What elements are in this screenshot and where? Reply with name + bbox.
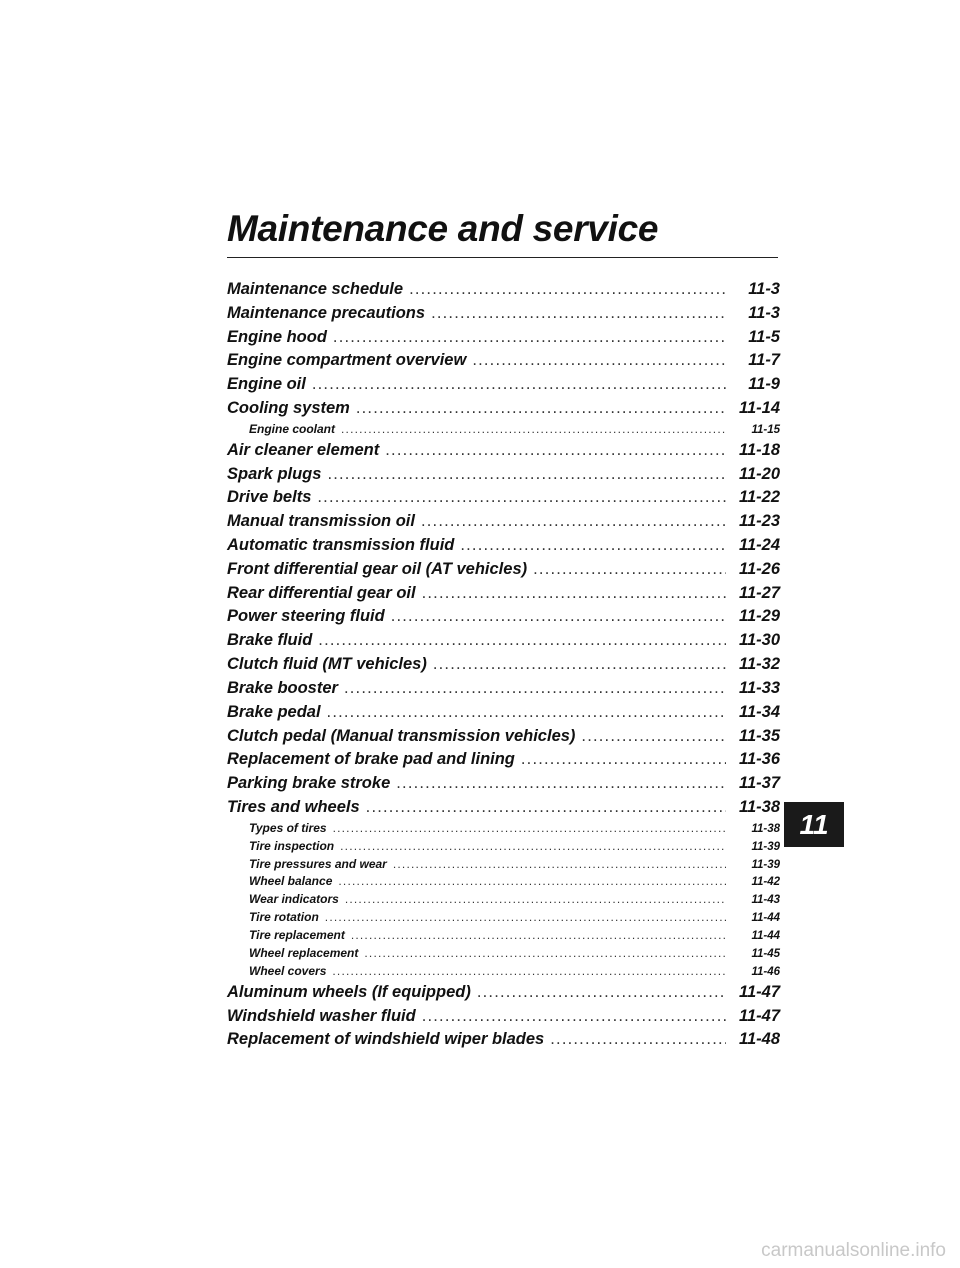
toc-entry[interactable] <box>227 534 780 558</box>
title-divider <box>227 257 778 258</box>
toc-leader-dots <box>477 981 726 1005</box>
toc-entry-page-number: 11-15 <box>751 423 780 436</box>
toc-entry-label: Tire rotation <box>249 910 319 925</box>
toc-entry[interactable] <box>227 701 780 725</box>
toc-entry[interactable] <box>227 486 780 510</box>
toc-entry-label: Maintenance precautions <box>227 303 426 322</box>
toc-entry-label: Tire replacement <box>249 928 345 943</box>
toc-entry-page-number: 11-33 <box>739 678 780 697</box>
toc-entry-page-number: 11-7 <box>748 351 780 370</box>
toc-entry[interactable] <box>227 981 780 1005</box>
toc-leader-dots <box>317 486 726 510</box>
toc-entry[interactable] <box>227 1005 780 1029</box>
toc-leader-dots <box>327 701 726 725</box>
toc-leader-dots <box>550 1028 726 1052</box>
toc-entry[interactable] <box>227 278 780 302</box>
watermark: carmanualsonline.info <box>761 1240 946 1261</box>
toc-entry-label: Clutch fluid (MT vehicles) <box>227 655 427 674</box>
toc-leader-dots <box>338 873 726 891</box>
toc-entry-page-number: 11-23 <box>739 512 780 531</box>
toc-leader-dots <box>332 963 726 981</box>
toc-subentry[interactable] <box>227 838 780 856</box>
toc-leader-dots <box>521 748 726 772</box>
toc-entry-page-number: 11-38 <box>751 822 780 835</box>
toc-entry-label: Tire pressures and wear <box>249 856 387 871</box>
toc-leader-dots <box>533 558 726 582</box>
toc-entry-page-number: 11-32 <box>739 655 780 674</box>
toc-entry-label: Replacement of windshield wiper blades <box>227 1030 545 1049</box>
toc-entry-page-number: 11-47 <box>739 982 780 1001</box>
toc-entry-label: Tires and wheels <box>227 797 360 816</box>
toc-leader-dots <box>341 421 726 439</box>
toc-entry[interactable] <box>227 605 780 629</box>
toc-entry[interactable] <box>227 510 780 534</box>
toc-entry[interactable] <box>227 1028 780 1052</box>
toc-entry[interactable] <box>227 302 780 326</box>
toc-entry[interactable] <box>227 326 780 350</box>
toc-entry[interactable] <box>227 772 780 796</box>
toc-entry-page-number: 11-27 <box>739 583 780 602</box>
toc-subentry[interactable] <box>227 927 780 945</box>
toc-entry-page-number: 11-35 <box>739 726 780 745</box>
toc-leader-dots <box>433 653 726 677</box>
toc-leader-dots <box>325 909 726 927</box>
toc-entry-page-number: 11-24 <box>739 536 780 555</box>
toc-subentry[interactable] <box>227 856 780 874</box>
toc-leader-dots <box>345 891 726 909</box>
toc-entry-label: Front differential gear oil (AT vehicles) <box>227 559 528 578</box>
toc-entry-label: Aluminum wheels (If equipped) <box>227 982 471 1001</box>
toc-entry-page-number: 11-37 <box>739 774 780 793</box>
toc-entry-page-number: 11-42 <box>751 876 780 889</box>
toc-entry[interactable] <box>227 463 780 487</box>
toc-entry-label: Manual transmission oil <box>227 512 415 531</box>
toc-entry-label: Rear differential gear oil <box>227 583 416 602</box>
table-of-contents <box>227 278 780 1052</box>
toc-entry-page-number: 11-38 <box>739 797 780 816</box>
toc-entry-page-number: 11-5 <box>748 327 780 346</box>
toc-entry-label: Engine oil <box>227 375 306 394</box>
toc-leader-dots <box>581 725 726 749</box>
toc-leader-dots <box>421 510 726 534</box>
toc-entry-page-number: 11-43 <box>751 894 780 907</box>
toc-entry-label: Cooling system <box>227 399 350 418</box>
toc-leader-dots <box>472 349 726 373</box>
toc-leader-dots <box>318 629 726 653</box>
toc-entry-label: Spark plugs <box>227 464 322 483</box>
toc-subentry[interactable] <box>227 909 780 927</box>
toc-leader-dots <box>364 945 726 963</box>
toc-entry-label: Clutch pedal (Manual transmission vehicles) <box>227 726 576 745</box>
toc-leader-dots <box>333 820 726 838</box>
toc-leader-dots <box>356 397 726 421</box>
page-title: Maintenance and service <box>227 208 659 249</box>
toc-entry-page-number: 11-44 <box>751 930 780 943</box>
toc-leader-dots <box>393 856 726 874</box>
toc-entry-label: Drive belts <box>227 488 312 507</box>
toc-entry-label: Wheel balance <box>249 874 333 889</box>
toc-subentry[interactable] <box>227 891 780 909</box>
toc-entry-page-number: 11-3 <box>748 303 780 322</box>
toc-subentry[interactable] <box>227 963 780 981</box>
toc-entry-label: Windshield washer fluid <box>227 1006 416 1025</box>
toc-entry-label: Parking brake stroke <box>227 774 391 793</box>
toc-subentry[interactable] <box>227 945 780 963</box>
toc-leader-dots <box>366 796 726 820</box>
toc-leader-dots <box>460 534 726 558</box>
chapter-tab[interactable] <box>784 802 844 847</box>
toc-entry-page-number: 11-30 <box>739 631 780 650</box>
toc-leader-dots <box>340 838 726 856</box>
toc-leader-dots <box>431 302 726 326</box>
toc-leader-dots <box>391 605 726 629</box>
toc-subentry[interactable] <box>227 873 780 891</box>
toc-leader-dots <box>351 927 726 945</box>
toc-leader-dots <box>312 373 726 397</box>
toc-entry-label: Engine coolant <box>249 421 336 436</box>
toc-leader-dots <box>409 278 726 302</box>
toc-leader-dots <box>396 772 726 796</box>
toc-entry-label: Engine hood <box>227 327 327 346</box>
toc-entry[interactable] <box>227 439 780 463</box>
toc-entry[interactable] <box>227 558 780 582</box>
toc-entry-page-number: 11-44 <box>751 912 780 925</box>
toc-entry-page-number: 11-22 <box>739 488 780 507</box>
toc-entry-label: Power steering fluid <box>227 607 385 626</box>
toc-entry-label: Wheel covers <box>249 963 327 978</box>
toc-entry-page-number: 11-36 <box>739 750 780 769</box>
toc-entry[interactable] <box>227 397 780 421</box>
toc-leader-dots <box>333 326 726 350</box>
toc-entry-page-number: 11-18 <box>739 440 780 459</box>
toc-entry-label: Brake pedal <box>227 702 321 721</box>
chapter-number: 11 <box>799 808 829 840</box>
toc-entry[interactable] <box>227 349 780 373</box>
toc-leader-dots <box>327 463 726 487</box>
toc-entry-page-number: 11-34 <box>739 702 780 721</box>
toc-entry-label: Tire inspection <box>249 838 335 853</box>
toc-entry-page-number: 11-45 <box>751 948 780 960</box>
toc-entry-label: Wheel replacement <box>249 946 359 960</box>
toc-subentry[interactable] <box>227 421 780 439</box>
toc-entry-page-number: 11-3 <box>748 280 780 298</box>
toc-entry[interactable] <box>227 582 780 606</box>
toc-leader-dots <box>422 1005 726 1029</box>
toc-entry[interactable] <box>227 373 780 397</box>
toc-entry[interactable] <box>227 629 780 653</box>
toc-entry-label: Types of tires <box>249 820 327 835</box>
toc-entry-label: Engine compartment overview <box>227 351 467 370</box>
toc-entry-page-number: 11-26 <box>739 559 780 578</box>
toc-entry-label: Wear indicators <box>249 892 339 907</box>
toc-leader-dots <box>344 677 726 701</box>
toc-entry-label: Maintenance schedule <box>227 280 404 298</box>
toc-entry-page-number: 11-48 <box>739 1030 780 1049</box>
toc-entry[interactable] <box>227 677 780 701</box>
toc-entry[interactable] <box>227 725 780 749</box>
toc-entry-label: Automatic transmission fluid <box>227 536 455 555</box>
toc-entry-label: Replacement of brake pad and lining <box>227 750 515 769</box>
toc-subentry[interactable] <box>227 820 780 838</box>
toc-leader-dots <box>385 439 726 463</box>
toc-entry-page-number: 11-29 <box>739 607 780 626</box>
toc-leader-dots <box>422 582 726 606</box>
toc-entry-page-number: 11-9 <box>748 375 780 394</box>
toc-entry-page-number: 11-46 <box>751 965 780 978</box>
toc-entry[interactable] <box>227 653 780 677</box>
toc-entry-label: Air cleaner element <box>227 440 380 459</box>
toc-entry[interactable] <box>227 748 780 772</box>
toc-entry-page-number: 11-39 <box>751 858 780 871</box>
toc-entry-page-number: 11-47 <box>739 1006 780 1025</box>
toc-entry-page-number: 11-39 <box>751 840 780 853</box>
toc-entry-label: Brake fluid <box>227 631 313 650</box>
toc-entry[interactable] <box>227 796 780 820</box>
toc-entry-label: Brake booster <box>227 678 338 697</box>
toc-entry-page-number: 11-20 <box>739 464 780 483</box>
toc-entry-page-number: 11-14 <box>739 399 780 418</box>
